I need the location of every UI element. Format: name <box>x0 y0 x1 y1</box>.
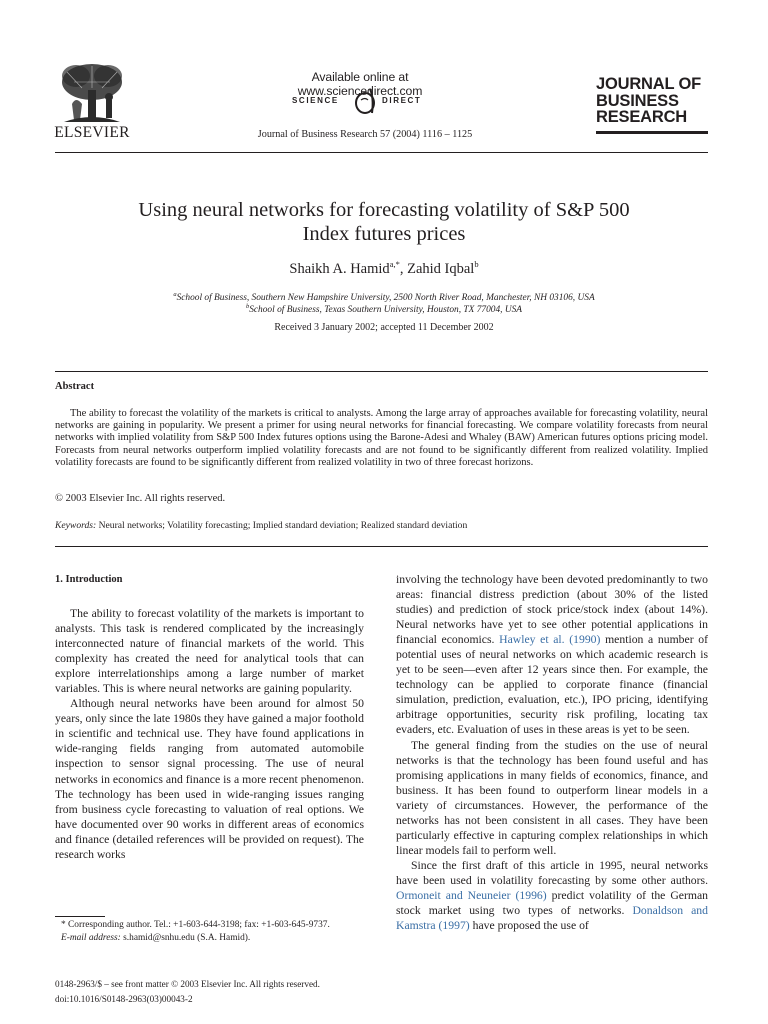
paragraph <box>396 572 708 738</box>
sciencedirect-d-icon <box>352 86 378 116</box>
citation-link[interactable]: Hawley et al. (1990) <box>499 633 601 647</box>
citation-link[interactable]: Ormoneit and Neuneier (1996) <box>396 888 547 902</box>
paragraph-text: have proposed the use of <box>469 919 589 933</box>
paragraph-text: involving the technology have been devoted predominantly to two areas: financial distress prediction (about 30% of the listed studies) and prediction of stock price/stock index (about 14%). Neural networks have yet to see other potential applications in financial economics. <box>396 573 708 647</box>
email-note <box>55 932 364 945</box>
abstract-body <box>55 408 708 469</box>
footnote <box>55 919 364 945</box>
journal-logo-rule <box>596 131 708 134</box>
title-line-1: Using neural networks for forecasting volatility of S&P 500 <box>138 199 630 221</box>
affiliation-text: School of Business, Texas Southern University, Houston, TX 77004, USA <box>249 305 523 316</box>
author-affiliation-mark: b <box>474 259 479 269</box>
author-affiliation-mark: a,* <box>389 259 400 269</box>
sciencedirect-logo[interactable] <box>290 86 440 116</box>
corresponding-author-note: * Corresponding author. Tel.: +1-603-644-3198; fax: +1-603-645-9737. <box>61 920 330 930</box>
received-dates: Received 3 January 2002; accepted 11 December 2002 <box>274 322 494 333</box>
keywords-list: Neural networks; Volatility forecasting; Implied standard deviation; Realized standard deviation <box>98 520 468 531</box>
journal-logo-line: JOURNAL OF <box>596 75 701 93</box>
affiliation <box>60 303 708 315</box>
abstract-top-rule <box>55 371 708 372</box>
abstract-copyright: © 2003 Elsevier Inc. All rights reserved. <box>55 493 226 504</box>
journal-logo <box>596 76 708 136</box>
journal-logo-line: BUSINESS <box>596 91 679 110</box>
affiliation-text: School of Business, Southern New Hampshire University, 2500 North River Road, Manchester, NH 03106, USA <box>176 293 595 304</box>
paragraph: The ability to forecast volatility of the markets is important to analysts. This task is rendered complicated by the increasingly interconnected nature of financial markets of the world. This complexity has created the need for analytical tools that can explore interrelationships among a large number of market variables. This is where neural networks are gaining popularity. <box>55 607 364 696</box>
affiliation <box>60 291 708 303</box>
email-address[interactable]: s.hamid@snhu.edu (S.A. Hamid). <box>120 933 251 943</box>
available-online-text[interactable]: Available online at www.sciencedirect.com <box>297 70 423 98</box>
affiliation-mark: b <box>245 303 250 310</box>
journal-citation: Journal of Business Research 57 (2004) 1116 – 1125 <box>257 129 473 140</box>
paragraph: The general finding from the studies on the use of neural networks is that the technology has been found useful and has promising applications in many fields of economics, finance, and business. It has been found to outperform linear models in a variety of circumstances. However, the performance of the networks has not been consistent in all cases. They have been particularly effective in capturing complex relationships in which linear models fail to perform well. <box>396 738 708 857</box>
section-heading: 1. Introduction <box>55 574 123 585</box>
keywords <box>55 520 467 531</box>
abstract-text: The ability to forecast the volatility of the markets is critical to analysts. Among the large array of approaches available for forecasting volatility, neural networks are gaining in popularity. We present a primer for using neural networks for financial forecasting. We compare volatility forecasts from neural networks with implied volatility from S&P 500 Index futures options using the Barone-Adesi and Whaley (BAW) American futures options pricing model. Forecasts from neural networks outperform implied volatility forecasts and are not found to be significantly different from realized volatility. Implied volatility forecasts are found to be significantly different from realized volatility in two of three forecast horizons. <box>55 408 708 468</box>
abstract-heading: Abstract <box>55 381 95 392</box>
header-divider <box>55 152 708 153</box>
abstract-bottom-rule <box>55 546 708 547</box>
publisher-wordmark: ELSEVIER <box>54 124 130 141</box>
paper-title <box>60 198 708 246</box>
paragraph-text: mention a number of potential uses of neural networks on which academic research is yet to be seen—even after 12 years since then. For example, the technology can be applied to corporate finance (financial simulation, prediction, evaluation, etc.), IPO pricing, identifying arbitrage opportunities, security risk profiling, locating tax evaders, etc. Evaluation of uses in these areas is yet to be seen. <box>396 633 709 737</box>
keywords-label: Keywords: <box>55 520 97 531</box>
issn-line: 0148-2963/$ – see front matter © 2003 Elsevier Inc. All rights reserved. <box>55 979 320 989</box>
author-list <box>60 259 708 278</box>
email-label: E-mail address: <box>61 933 121 943</box>
journal-logo-line: RESEARCH <box>596 108 687 126</box>
paragraph: Although neural networks have been around for almost 50 years, only since the late 1980s they have gained a major foothold in scientific and technical use. They have found applications in wide-ranging fields ranging from automated automobile inspection to sensor signal processing. The use of neural networks in economics and finance is a more recent phenomenon. The technology has been used in wide-ranging issues ranging from business cycle forecasting to valuation of real options. We have documented over 90 works in different areas of economics and finance (detailed references will be provided on request). The research works <box>55 697 364 861</box>
sciencedirect-right-text: DIRECT <box>382 96 422 105</box>
author-name[interactable]: Zahid Iqbal <box>407 260 475 277</box>
left-column <box>55 606 364 862</box>
citation-link[interactable]: Donaldson and Kamstra (1997) <box>396 904 708 933</box>
author-separator: , <box>399 260 408 277</box>
footnote-rule <box>55 916 105 917</box>
affiliation-mark: a <box>173 291 177 298</box>
doi-line[interactable]: doi:10.1016/S0148-2963(03)00043-2 <box>55 994 193 1004</box>
paragraph-text: predict volatility of the German stock market using two types of networks. <box>396 888 708 918</box>
right-column <box>396 572 708 933</box>
paragraph-text: Since the first draft of this article in 1995, neural networks have been used in volatility forecasting by some other authors. <box>396 858 708 887</box>
author-name[interactable]: Shaikh A. Hamid <box>289 260 390 277</box>
paragraph <box>396 858 708 933</box>
title-line-2: Index futures prices <box>302 223 466 245</box>
sciencedirect-left-text: SCIENCE <box>292 96 339 105</box>
